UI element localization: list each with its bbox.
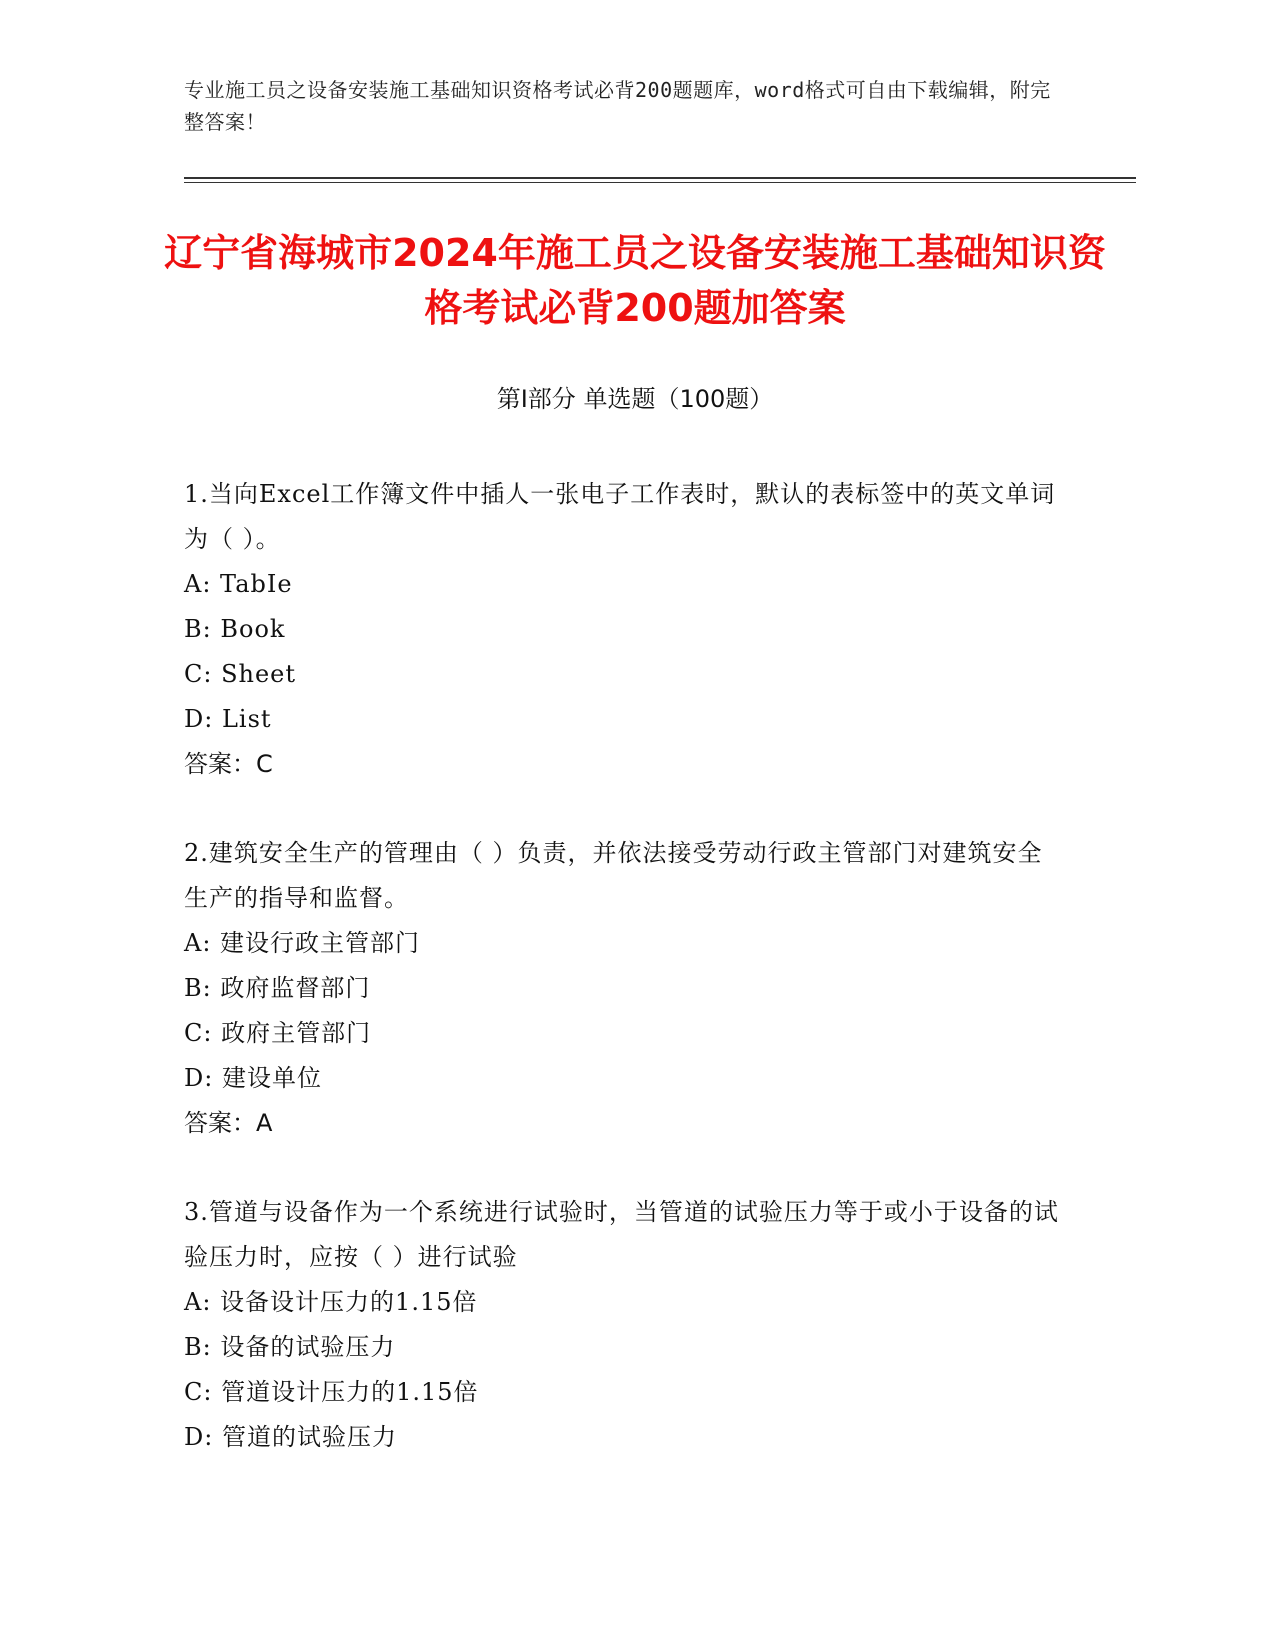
- option-b: B: Book: [184, 615, 286, 643]
- option-c: C: 管道设计压力的1.15倍: [184, 1378, 479, 1406]
- option-d: D: List: [184, 705, 272, 733]
- question-1: [184, 472, 1064, 787]
- header-note: 专业施工员之设备安装施工基础知识资格考试必背200题题库，word格式可自由下载编辑，附完整答案！: [184, 78, 1051, 134]
- option-c: C: Sheet: [184, 660, 297, 688]
- option-c: C: 政府主管部门: [184, 1019, 372, 1047]
- question-stem: 3.管道与设备作为一个系统进行试验时，当管道的试验压力等于或小于设备的试验压力时，应按（ ）进行试验: [184, 1198, 1059, 1271]
- option-d: D: 管道的试验压力: [184, 1423, 397, 1451]
- question-answer: 答案：A: [184, 1109, 273, 1137]
- document-title: 辽宁省海城市2024年施工员之设备安装施工基础知识资格考试必背200题加答案: [164, 231, 1106, 330]
- header-divider: [184, 177, 1136, 179]
- question-answer: 答案：C: [184, 750, 273, 778]
- option-a: A: TabIe: [184, 570, 293, 598]
- option-a: A: 建设行政主管部门: [184, 929, 421, 957]
- question-stem: 1.当向Excel工作簿文件中插人一张电子工作表时，默认的表标签中的英文单词为（ ）。: [184, 480, 1056, 553]
- question-2: [184, 831, 1064, 1146]
- option-b: B: 设备的试验压力: [184, 1333, 396, 1361]
- header-divider-thin: [184, 182, 1136, 183]
- question-3: [184, 1190, 1064, 1460]
- option-d: D: 建设单位: [184, 1064, 322, 1092]
- option-b: B: 政府监督部门: [184, 974, 371, 1002]
- question-list: [184, 472, 1064, 1504]
- option-a: A: 设备设计压力的1.15倍: [184, 1288, 478, 1316]
- section-heading: 第Ⅰ部分 单选题（100题）: [496, 385, 774, 413]
- question-stem: 2.建筑安全生产的管理由（ ）负责，并依法接受劳动行政主管部门对建筑安全生产的指导和监督。: [184, 839, 1043, 912]
